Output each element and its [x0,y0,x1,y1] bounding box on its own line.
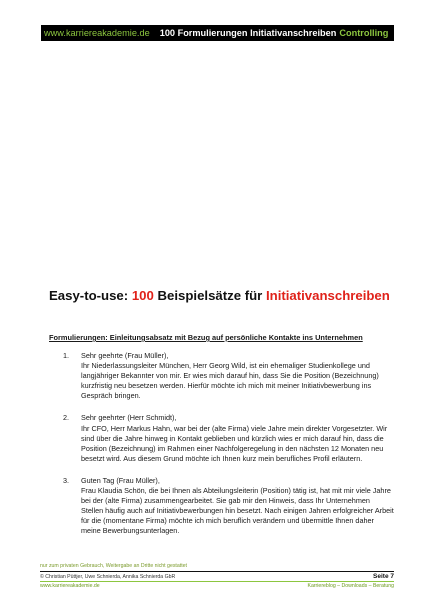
header-title: 100 Formulierungen Initiativanschreiben [159,28,337,38]
item-number: 1. [63,351,70,360]
item-body: Ihr CFO, Herr Markus Hahn, war bei der (alte Firma) viele Jahre mein direkter Vorgesetzter. Wir sind über die Jahre hinweg in Kontakt geblieben und kürzlich wies er mich darauf hin, dass die Position (Bezeichnung) im Rahmen einer Nachfolgeregelung in den nächsten 12 Monaten neu besetzt wird. Aus diesem Grund möchte ich Ihnen kurz mein berufliches Profil erläutern. [81,423,388,463]
footer-url[interactable]: www.karriereakademie.de [40,583,100,589]
item-salutation: Sehr geehrte (Frau Müller), [81,351,169,360]
header-url[interactable]: www.karriereakademie.de [44,28,150,38]
list-item [49,476,394,537]
item-number: 3. [63,475,70,485]
footer-links[interactable]: Karriereblog – Downloads – Beratung [307,583,394,589]
footer-links-row [40,583,394,589]
header-accent: Controlling [339,28,389,38]
main-heading [49,288,390,303]
item-salutation: Guten Tag (Frau Müller), [81,475,160,485]
heading-part2: Beispielsätze für [153,288,266,303]
item-body: Ihr Niederlassungsleiter München, Herr Georg Wild, ist ein ehemaliger Studienkollege und langjähriger Bekannter von mir. Er wies mich darauf hin, dass Sie die Position (Bezeichnung) kurzfristig neu besetzen werden. Hierfür möchte ich mich mit meiner Initiativbewerbung ins Gespräch bringen. [81,361,379,401]
list-item [49,413,394,463]
item-number: 2. [63,413,70,423]
example-list [49,351,394,549]
page-number: Seite 7 [373,573,394,580]
header-bar [41,25,394,41]
heading-highlight: Initiativanschreiben [265,288,390,303]
item-body: Frau Klaudia Schön, die bei Ihnen als Abteilungsleiterin (Position) tätig ist, hat mit mir viele Jahre bei der (alte Firma) zusammengearbeitet. Sie gab mir den Hinweis, dass Ihr Unternehmen Stellen häufig auch auf Initiativbewerbungen hin besetzt. Nach einigen Jahren erfolgreicher Arbeit für die (momentane Firma) möchte ich mich beruflich verändern und übermittle Ihnen daher meine Bewerbungsunterlagen. [81,486,394,536]
heading-number: 100 [131,288,154,303]
footer-divider [40,571,394,572]
footer-copyright: © Christian Püttjer, Uwe Schnierda, Annika Schnierda GbR [40,574,176,580]
page-footer [40,563,394,589]
section-heading: Formulierungen: Einleitungsabsatz mit Bezug auf persönliche Kontakte ins Unternehmen [49,333,363,342]
footer-row [40,573,394,580]
footer-divider-green [40,581,394,582]
footer-notice: nur zum privaten Gebrauch, Weitergabe an Dritte nicht gestattet [40,563,187,569]
list-item [49,351,394,401]
heading-part1: Easy-to-use: [49,288,132,303]
item-salutation: Sehr geehrter (Herr Schmidt), [81,413,177,423]
